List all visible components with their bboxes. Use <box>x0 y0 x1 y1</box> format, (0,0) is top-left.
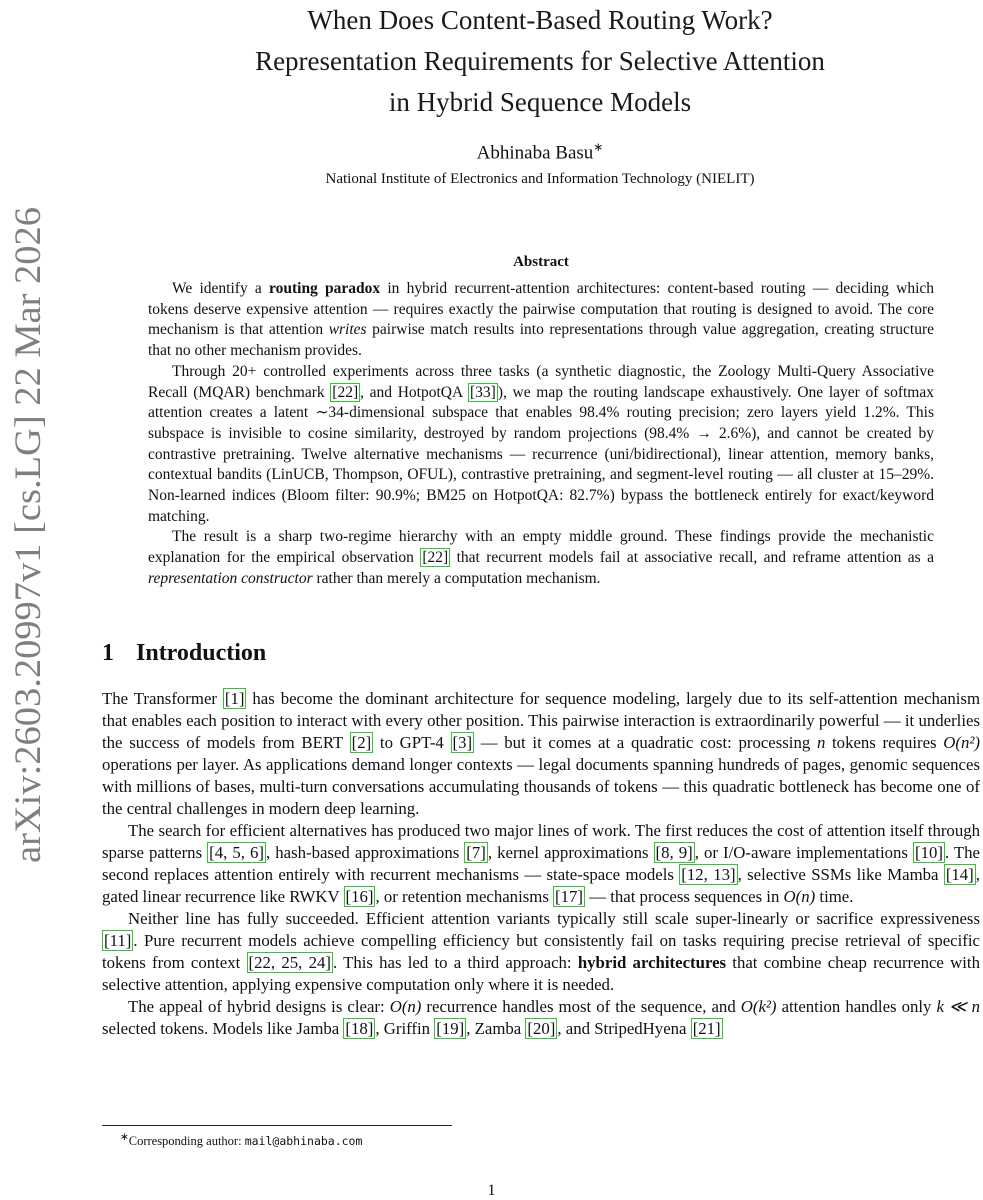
citation-link[interactable]: [22] <box>332 383 359 401</box>
abstract-paragraph-1: We identify a routing paradox in hybrid recurrent-attention architectures: content-based routing — deciding which tokens deserve expensive attention — requires exactly the pairwise computation that routing is designed to avoid. The core mechanism is that attention writes pairwise match results into representations through value aggregation, creating structure that no other mechanism provides. <box>148 280 935 360</box>
citation-link[interactable]: [19] <box>436 1019 465 1038</box>
citation-link[interactable]: [3] <box>452 733 473 752</box>
title-line-1: When Does Content-Based Routing Work? <box>307 5 773 35</box>
citation-link[interactable]: [33] <box>469 383 496 401</box>
citation-link[interactable]: [10] <box>914 843 943 862</box>
title-line-3: in Hybrid Sequence Models <box>388 87 692 117</box>
paper-title <box>150 0 930 123</box>
section-number: 1 <box>102 640 114 666</box>
section-title: Introduction <box>136 640 267 666</box>
citation-link[interactable]: [8, 9] <box>655 843 693 862</box>
citation-link[interactable]: [20] <box>527 1019 556 1038</box>
citation-link[interactable]: [17] <box>555 887 584 906</box>
introduction-body <box>102 688 980 1040</box>
footnote-label: Corresponding author: <box>128 1134 245 1149</box>
title-line-2: Representation Requirements for Selective Attention <box>255 46 825 76</box>
footnote <box>120 1131 362 1149</box>
citation-link[interactable]: [16] <box>345 887 374 906</box>
intro-paragraph-1: The Transformer [1] has become the dominant architecture for sequence modeling, largely due to its self-attention mechanism that enables each position to interact with every other position. This pairwise interaction is extraordinarily powerful — it underlies the success of models from BERT [2] to GPT-4 [3] — but it comes at a quadratic cost: processing n tokens requires O(n²) operations per layer. As applications demand longer contexts — legal documents spanning hundreds of pages, genomic sequences with millions of bases, multi-turn conversations accumulating thousands of tokens — this quadratic bottleneck has become one of the central challenges in modern deep learning. <box>102 689 980 818</box>
abstract-heading: Abstract <box>513 254 569 270</box>
footnote-mark: ∗ <box>120 1132 129 1143</box>
author <box>150 140 930 164</box>
citation-link[interactable]: [4, 5, 6] <box>209 843 264 862</box>
footnote-divider <box>102 1125 452 1126</box>
intro-paragraph-4: The appeal of hybrid designs is clear: O(n) recurrence handles most of the sequence, and O(k²) attention handles only k ≪ n selected tokens. Models like Jamba [18] , Griffin [19] , Zamba [20] , and StripedHyena [21] <box>102 997 980 1038</box>
citation-link[interactable]: [1] <box>224 689 245 708</box>
citation-link[interactable]: [7] <box>466 843 486 862</box>
citation-link[interactable]: [22, 25, 24] <box>248 953 331 972</box>
section-heading-introduction <box>102 640 266 667</box>
author-email-link[interactable]: mail@abhinaba.com <box>244 1134 363 1149</box>
arxiv-id-text: arXiv:2603.20997v1 [cs.LG] 22 Mar 2026 <box>8 232 49 863</box>
citation-link[interactable]: [18] <box>345 1019 374 1038</box>
author-name: Abhinaba Basu <box>476 142 594 164</box>
page-number: 1 <box>487 1182 496 1199</box>
intro-paragraph-3: Neither line has fully succeeded. Efficient attention variants typically still scale super-linearly or sacrifice expressiveness [11] . Pure recurrent models achieve compelling efficiency but consistently fail on tasks requiring precise retrieval of specific tokens from context [22, 25, 24] . This has led to a third approach: hybrid architectures that combine cheap recurrence with selective attention, applying expensive computation only where it is needed. <box>102 909 980 994</box>
citation-link[interactable]: [2] <box>351 733 372 752</box>
arxiv-identifier-stamp <box>4 205 52 865</box>
abstract-paragraph-2: Through 20+ controlled experiments across three tasks (a synthetic diagnostic, the Zoology Multi-Query Associative Recall (MQAR) benchmark [22] , and HotpotQA [33] ), we map the routing landscape exhaustively. One layer of softmax attention creates a latent ∼34-dimensional subspace that enables 98.4% routing precision; zero layers yield 1.2%. This subspace is invisible to cosine similarity, destroyed by random projections (98.4% → 2.6%), and cannot be created by contrastive pretraining. Twelve alternative mechanisms — recurrence (uni/bidirectional), linear attention, memory banks, contextual bandits (LinUCB, Thompson, OFUL), contrastive pretraining, and segment-level routing — all cluster at 15–29%. Non-learned indices (Bloom filter: 90.9%; BM25 on HotpotQA: 82.7%) bypass the bottleneck entirely for exact/keyword matching. <box>148 362 934 525</box>
abstract-paragraph-3: The result is a sharp two-regime hierarchy with an empty middle ground. These findings provide the mechanistic explanation for the empirical observation [22] that recurrent models fail at associative recall, and reframe attention as a representation constructor rather than merely a computation mechanism. <box>148 528 934 587</box>
citation-link[interactable]: [21] <box>692 1019 721 1038</box>
citation-link[interactable]: [14] <box>945 865 974 884</box>
citation-link[interactable]: [11] <box>104 931 132 950</box>
intro-paragraph-2: The search for efficient alternatives has produced two major lines of work. The first reduces the cost of attention itself through sparse patterns [4, 5, 6] , hash-based approximations [7] , kernel approximations [8, 9] , or I/O-aware implementations [10] . The second replaces attention entirely with recurrent mechanisms — state-space models [12, 13] , selective SSMs like Mamba [14] , gated linear recurrence like RWKV [16] , or retention mechanisms [17] — that process sequences in O(n) time. <box>102 821 980 906</box>
author-footnote-mark: ∗ <box>593 140 604 154</box>
citation-link[interactable]: [22] <box>422 549 449 567</box>
affiliation: National Institute of Electronics and Information Technology (NIELIT) <box>325 171 755 187</box>
citation-link[interactable]: [12, 13] <box>681 865 736 884</box>
abstract-body <box>148 279 934 590</box>
